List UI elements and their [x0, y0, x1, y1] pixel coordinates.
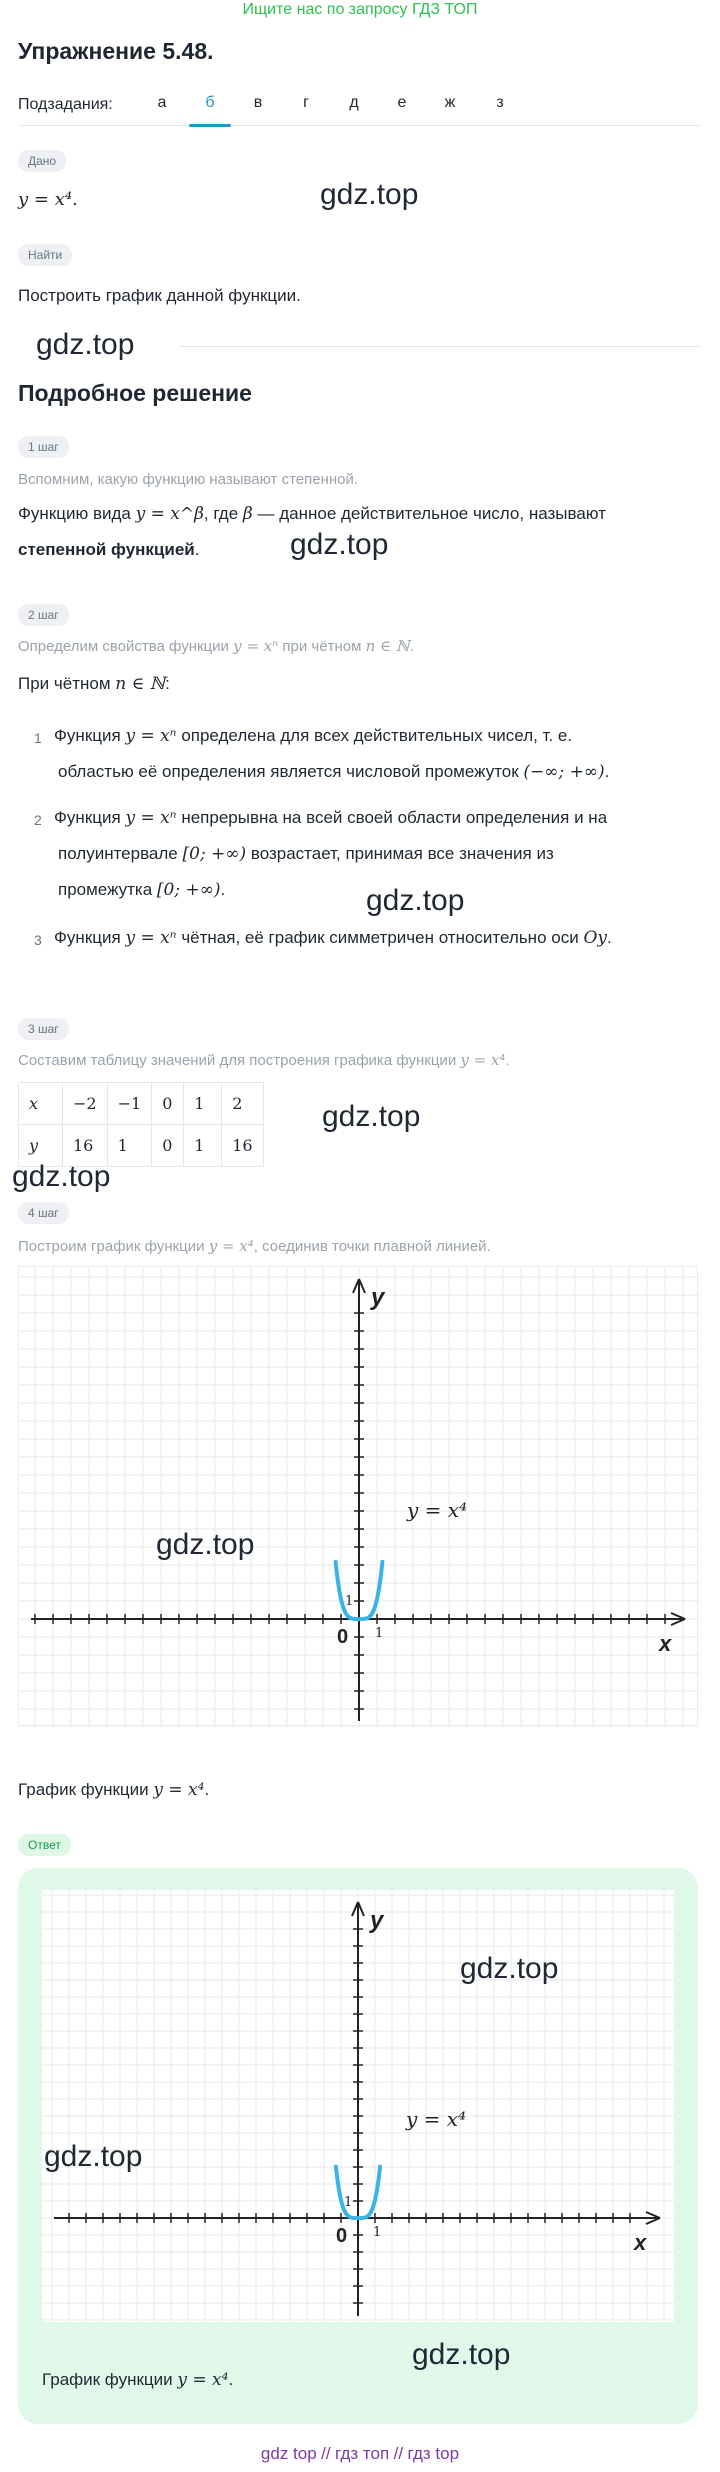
- tab-a[interactable]: а: [157, 94, 167, 111]
- table-cell: 1: [184, 1125, 222, 1167]
- table-cell: 16: [63, 1125, 108, 1167]
- step1-hint: Вспомним, какую функцию называют степенной.: [18, 471, 359, 488]
- watermark: gdz.top: [460, 1952, 559, 1985]
- step2-lead: При чётном n ∈ ℕ:: [18, 674, 170, 694]
- top-banner: Ищите нас по запросу ГДЗ ТОП: [242, 1, 478, 18]
- tab-v[interactable]: в: [253, 94, 263, 111]
- tab-zh[interactable]: ж: [444, 94, 456, 111]
- answer-function-graph: [42, 1890, 674, 2322]
- table-cell: −2: [63, 1083, 108, 1125]
- step2-badge: 2 шаг: [18, 604, 69, 626]
- find-text: Построить график данной функции.: [18, 286, 301, 305]
- x-unit-label: 1: [375, 1626, 384, 1641]
- table-cell: 1: [184, 1083, 222, 1125]
- step1-line1: Функцию вида y = x^β, где β — данное действительное число, называют: [18, 504, 606, 524]
- table-cell: 0: [152, 1125, 184, 1167]
- y-axis-label: y: [370, 1907, 384, 1934]
- footer-link[interactable]: gdz top: [260, 2444, 317, 2463]
- watermark: gdz.top: [320, 178, 419, 211]
- watermark: gdz.top: [12, 1160, 111, 1193]
- function-graph: [19, 1267, 699, 1727]
- y-unit-label: 1: [345, 1594, 354, 1609]
- watermark: gdz.top: [366, 884, 465, 917]
- given-badge: Дано: [18, 150, 66, 172]
- x-axis-label: x: [659, 1631, 672, 1656]
- table-cell: y: [19, 1125, 63, 1167]
- table-cell: 0: [152, 1083, 184, 1125]
- curve-label: y = x⁴: [406, 2107, 467, 2132]
- values-table: [18, 1082, 264, 1167]
- watermark: gdz.top: [290, 528, 389, 561]
- table-row: [19, 1083, 264, 1125]
- step1-line2: степенной функцией.: [18, 540, 200, 559]
- tab-b[interactable]: б: [205, 94, 215, 111]
- table-cell: x: [19, 1083, 63, 1125]
- step3-badge: 3 шаг: [18, 1018, 69, 1040]
- divider: [180, 346, 702, 347]
- step3-hint: Составим таблицу значений для построения графика функции y = x⁴.: [18, 1051, 510, 1069]
- table-cell: 1: [107, 1125, 152, 1167]
- answer-caption: График функции y = x⁴.: [42, 2370, 234, 2390]
- given-formula: y = x⁴.: [18, 189, 78, 210]
- tab-z[interactable]: з: [496, 94, 504, 111]
- solution-title: Подробное решение: [18, 380, 252, 406]
- footer-link[interactable]: гдз top: [407, 2444, 460, 2463]
- y-axis-label: y: [371, 1284, 385, 1311]
- step4-badge: 4 шаг: [18, 1202, 69, 1224]
- footer-separator: //: [321, 2444, 331, 2463]
- step2-hint: Определим свойства функции y = xⁿ при чётном n ∈ ℕ.: [18, 637, 414, 655]
- active-tab-indicator: [189, 124, 231, 127]
- x-unit-label: 1: [373, 2225, 382, 2240]
- answer-graph-box: [42, 1890, 674, 2322]
- graph-caption: График функции y = x⁴.: [18, 1780, 210, 1800]
- watermark: gdz.top: [36, 328, 135, 361]
- table-cell: 16: [222, 1125, 264, 1167]
- answer-badge: Ответ: [18, 1834, 71, 1856]
- tab-d[interactable]: д: [349, 94, 359, 111]
- watermark: gdz.top: [44, 2140, 143, 2173]
- table-cell: −1: [107, 1083, 152, 1125]
- footer-link[interactable]: гдз топ: [335, 2444, 390, 2463]
- y-unit-label: 1: [344, 2195, 353, 2210]
- watermark: gdz.top: [412, 2338, 511, 2371]
- tab-g[interactable]: г: [303, 94, 309, 111]
- footer: [0, 2444, 720, 2464]
- curve-label: y = x⁴: [407, 1498, 468, 1522]
- subtasks-bar: [18, 88, 702, 126]
- step1-badge: 1 шаг: [18, 436, 69, 458]
- tab-e[interactable]: е: [397, 94, 407, 111]
- origin-label: 0: [337, 1626, 349, 1648]
- graph-main: [18, 1266, 698, 1726]
- find-badge: Найти: [18, 244, 72, 266]
- page-title: Упражнение 5.48.: [18, 38, 214, 64]
- footer-separator: //: [393, 2444, 404, 2463]
- watermark: gdz.top: [322, 1100, 421, 1133]
- table-cell: 2: [222, 1083, 264, 1125]
- watermark: gdz.top: [156, 1528, 255, 1561]
- origin-label: 0: [336, 2225, 348, 2247]
- answer-box: [18, 1868, 698, 2424]
- subtasks-label: Подзадания:: [18, 96, 113, 113]
- step4-hint: Построим график функции y = x⁴, соединив точки плавной линией.: [18, 1237, 491, 1255]
- x-axis-label: x: [634, 2230, 647, 2255]
